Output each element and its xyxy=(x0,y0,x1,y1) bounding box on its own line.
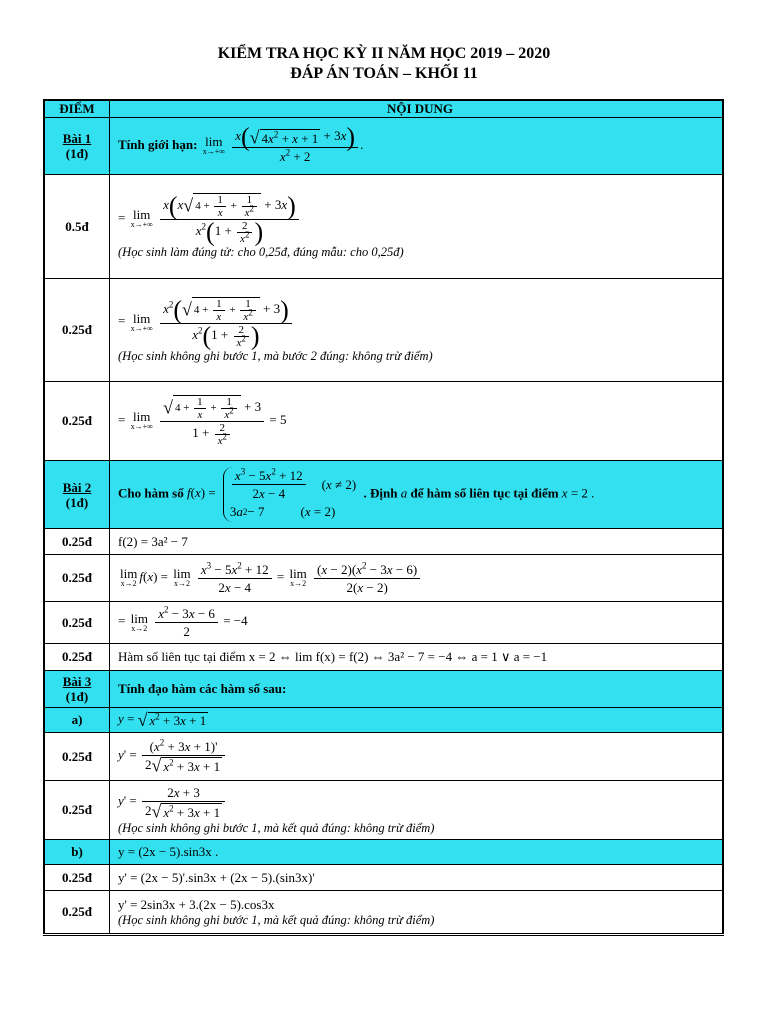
bai3a-step1-row xyxy=(44,733,723,781)
note-4: (Học sinh không ghi bước 1, mà kết quả đúng: không trừ điểm) xyxy=(118,912,435,927)
bai1-step2-formula: = lim x→+∞ $x^2(√$ 4 + $\frac{1}{x}$ + $\frac{1}{x^2}$ + 3) $x^2(1$ + $\frac{2}{x^2}$ ) xyxy=(118,313,294,328)
bai2-step1-formula: f(2) = 3a² − 7 xyxy=(110,529,724,555)
bai1-step1-formula: = lim x→+∞ x(x√ 4 + $\frac{1}{x}$ + $\frac{1}{x^2}$ + 3x) $x^2(1$ + $\frac{2}{x^2}$ ) xyxy=(118,210,301,225)
exam-title: KIỂM TRA HỌC KỲ II NĂM HỌC 2019 – 2020 xyxy=(217,45,551,62)
bai3a-function: y = √ $x^2 + 3x + 1$ xyxy=(118,709,207,730)
bai1-formula: lim x→+∞ $\frac{x(√ 4x^2 + x + 1 + 3x)}{x^2 + 2}$ . xyxy=(202,122,364,164)
col-content-header: NỘI DUNG xyxy=(110,100,724,118)
bai2-points: (1đ) xyxy=(65,494,89,510)
bai3-row xyxy=(44,671,723,708)
bai1-points: (1đ) xyxy=(65,146,89,161)
note-3: (Học sinh không ghi bước 1, mà kết quả đúng: không trừ điểm) xyxy=(118,821,435,836)
bai3-intro: Tính đạo hàm các hàm số sau: xyxy=(110,671,724,708)
bai1-intro: Tính giới hạn: xyxy=(118,136,198,152)
score-cell: 0.25đ xyxy=(44,279,110,382)
bai2-step3-row xyxy=(44,602,723,644)
score-cell: 0.25đ xyxy=(44,644,110,671)
bai2-step4-row xyxy=(44,644,723,671)
bai1-label: Bài 1 xyxy=(62,131,92,146)
score-cell: 0.25đ xyxy=(44,781,110,840)
bai2-step2-row xyxy=(44,555,723,602)
bai2-step1-row xyxy=(44,529,723,555)
bai3-part-b: b) xyxy=(44,840,110,865)
score-cell: 0.25đ xyxy=(44,382,110,461)
score-cell: 0.25đ xyxy=(44,555,110,602)
bai3-points: (1đ) xyxy=(65,689,89,704)
bai2-function: f(x) = $\frac{x^3 - 5x^2 + 12}{2x - 4}$ (x ≠ 2) 3 a 2 − 7 (x = 2) xyxy=(187,485,364,500)
bai1-step1-row xyxy=(44,175,723,279)
bai3b-row xyxy=(44,840,723,865)
bai3b-step1-formula: y' = (2x − 5)'.sin3x + (2x − 5).(sin3x)' xyxy=(110,865,724,891)
bai2-var-a: a xyxy=(400,485,408,501)
bai2-step4-formula: x = 2 ⇔ lim f(x) = f(2) ⇔ 3a² − 7 = −4 ⇔ a = 1 ∨ a = −1 xyxy=(248,649,548,664)
bai2-step4-text: Hàm số liên tục tại điểm xyxy=(118,649,246,664)
document-header xyxy=(0,44,768,84)
score-cell: 0.25đ xyxy=(44,865,110,891)
bai2-mid2: để hàm số liên tục tại điểm xyxy=(410,485,559,501)
score-cell: 0.5đ xyxy=(44,175,110,279)
table-header-row xyxy=(44,100,723,118)
bai1-step3-row xyxy=(44,382,723,461)
bai2-row xyxy=(44,461,723,529)
note-2: (Học sinh không ghi bước 1, mà bước 2 đúng: không trừ điểm) xyxy=(118,348,433,363)
score-cell: 0.25đ xyxy=(44,602,110,644)
bai2-step2-formula: lim x→2 f(x) = lim x→2 $\frac{x^3 - 5x^2 + 12}{2x - 4}$ = lim x→2 $\frac{(x - 2)(x^2 - 3x - 6)}{2(x - 2)}$ xyxy=(118,569,422,584)
note-1: (Học sinh làm đúng tử: cho 0,25đ, đúng mẫu: cho 0,25đ) xyxy=(118,245,404,259)
bai3a-step2-formula: y' = $\frac{2x + 3}{2√ x^2 + 3x + 1}$ xyxy=(118,793,227,808)
bai1-step3-formula: = lim x→+∞ √ 4 + $\frac{1}{x}$ + $\frac{1}{x^2}$ + 3 1 + $\frac{2}{x^2}$ = 5 xyxy=(118,396,287,447)
bai2-mid: . Định xyxy=(363,485,398,501)
bai3-label: Bài 3 xyxy=(62,674,92,689)
bai3a-step1-formula: y' = $\frac{(x^2 + 3x + 1)'}{2√ x^2 + 3x + 1}$ xyxy=(118,747,227,762)
score-cell: 0.25đ xyxy=(44,891,110,935)
bai3b-step2-row xyxy=(44,891,723,935)
bai3b-step2-formula: y' = 2sin3x + 3.(2x − 5).cos3x xyxy=(118,896,275,912)
bai3a-step2-row xyxy=(44,781,723,840)
bai2-label: Bài 2 xyxy=(62,479,92,495)
bai2-intro: Cho hàm số xyxy=(118,485,184,501)
answer-table xyxy=(43,99,724,936)
exam-subtitle: ĐÁP ÁN TOÁN – KHỐI 11 xyxy=(290,65,478,82)
bai3-part-a: a) xyxy=(44,708,110,733)
bai2-step3-formula: = lim x→2 $\frac{x^2 - 3x - 6}{2}$ = −4 xyxy=(118,604,248,639)
score-cell: 0.25đ xyxy=(44,529,110,555)
bai3b-function: y = (2x − 5).sin3x . xyxy=(110,840,724,865)
col-score-header: ĐIỂM xyxy=(44,100,110,118)
bai2-point: x = 2 . xyxy=(561,485,595,501)
bai3a-row xyxy=(44,708,723,733)
bai1-row xyxy=(44,118,723,175)
bai1-step2-row xyxy=(44,279,723,382)
score-cell: 0.25đ xyxy=(44,733,110,781)
bai3b-step1-row xyxy=(44,865,723,891)
